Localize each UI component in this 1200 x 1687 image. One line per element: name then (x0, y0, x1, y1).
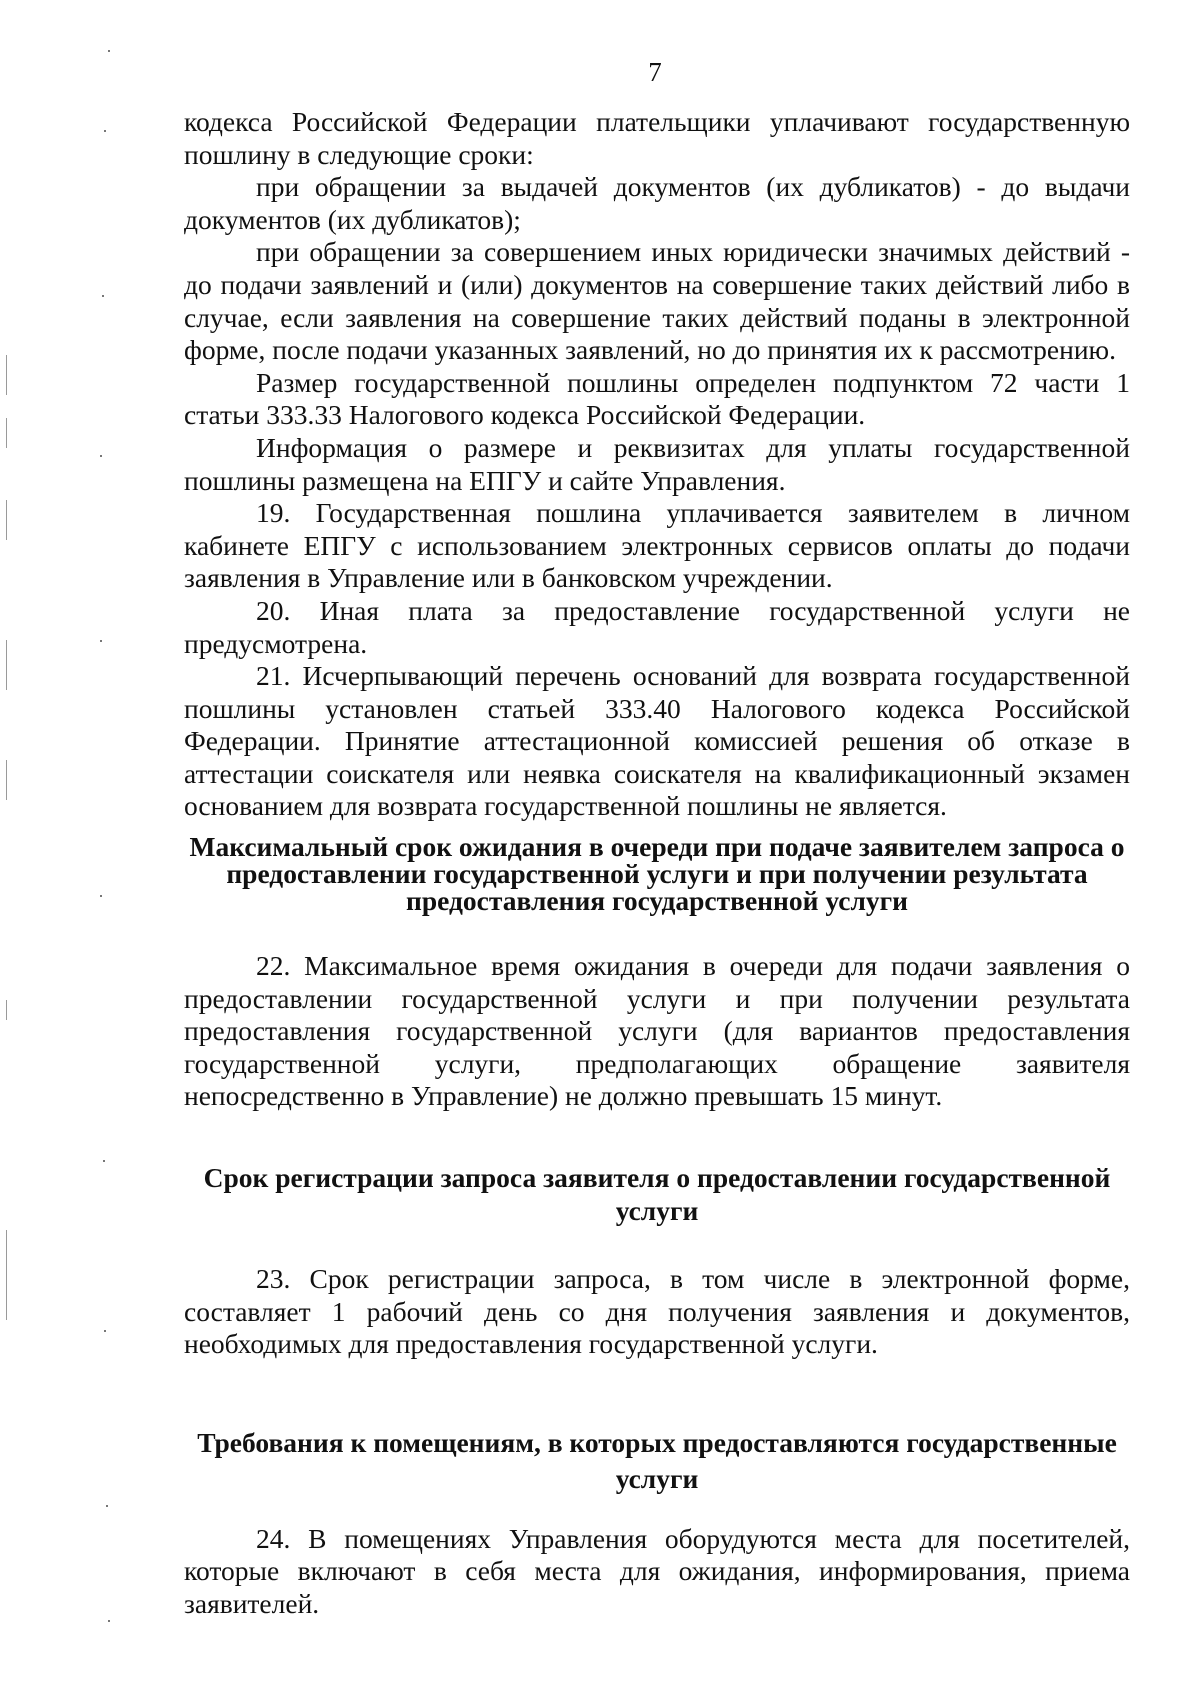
paragraph-item-20: 20. Иная плата за предоставление государственной услуги не предусмотрена. (184, 594, 1130, 659)
scan-dot (102, 295, 104, 297)
scan-dot (104, 1330, 106, 1332)
scan-dot (106, 1505, 108, 1507)
scan-mark (6, 1000, 7, 1020)
section-heading-queue-time: Максимальный срок ожидания в очереди при подаче заявителем запроса о предоставлении государственной услуги и при получении результата предоставления государственной услуги (189, 831, 1125, 917)
scan-dot (100, 895, 102, 897)
scan-dot (108, 1620, 110, 1622)
paragraph: при обращении за совершением иных юридически значимых действий - до подачи заявлений и (или) документов на совершение таких действий либо в случае, если заявления на совершение таких действий поданы в электронной форме, после подачи указанных заявлений, но до принятия их к рассмотрению. (184, 236, 1130, 366)
paragraph-item-19: 19. Государственная пошлина уплачивается заявителем в личном кабинете ЕПГУ с использованием электронных сервисов оплаты до подачи заявления в Управление или в банковском учреждении. (184, 497, 1130, 594)
paragraph-item-22: 22. Максимальное время ожидания в очереди для подачи заявления о предоставлении государственной услуги и при получении результата предоставления государственной услуги (для вариантов предоставления государственной услуги, предполагающих обращение заявителя непосредственно в Управление) не должно превышать 15 минут. (184, 950, 1130, 1112)
page-number: 7 (648, 57, 662, 87)
section-heading-registration: Срок регистрации запроса заявителя о предоставлении государственной услуги (203, 1162, 1111, 1227)
scan-dot (104, 130, 106, 132)
paragraph-item-23: 23. Срок регистрации запроса, в том числе в электронной форме, составляет 1 рабочий день со дня получения заявления и документов, необходимых для предоставления государственной услуги. (184, 1263, 1130, 1360)
paragraph-item-21: 21. Исчерпывающий перечень оснований для возврата государственной пошлины установлен статьей 333.40 Налогового кодекса Российской Федерации. Принятие аттестационной комиссией решения об отказе в аттестации соискателя или неявка соискателя на квалификационный экзамен основанием для возврата государственной пошлины не является. (184, 660, 1130, 822)
paragraph: кодекса Российской Федерации плательщики уплачивают государственную пошлину в следующие сроки: (184, 106, 1130, 170)
scan-dot (108, 50, 110, 52)
paragraph-item-24: 24. В помещениях Управления оборудуются места для посетителей, которые включают в себя места для ожидания, информирования, приема заявителей. (184, 1522, 1130, 1619)
scan-mark (6, 500, 7, 540)
paragraph: Размер государственной пошлины определен подпунктом 72 части 1 статьи 333.33 Налогового кодекса Российской Федерации. (184, 366, 1130, 431)
scan-dot (103, 1160, 105, 1162)
scan-mark (6, 1230, 7, 1320)
paragraph: Информация о размере и реквизитах для уплаты государственной пошлины размещена на ЕПГУ и сайте Управления. (184, 431, 1130, 496)
scan-dot (100, 640, 102, 642)
scan-mark (6, 640, 7, 690)
scan-dot (100, 455, 102, 457)
paragraph: при обращении за выдачей документов (их дубликатов) - до выдачи документов (их дубликатов); (184, 171, 1130, 235)
document-body (184, 106, 1130, 1621)
scan-margin-marks (0, 0, 20, 1687)
scan-mark (6, 355, 7, 395)
section-heading-premises: Требования к помещениям, в которых предоставляются государственные услуги (197, 1426, 1117, 1494)
scan-mark (6, 760, 7, 800)
scan-mark (6, 418, 7, 448)
